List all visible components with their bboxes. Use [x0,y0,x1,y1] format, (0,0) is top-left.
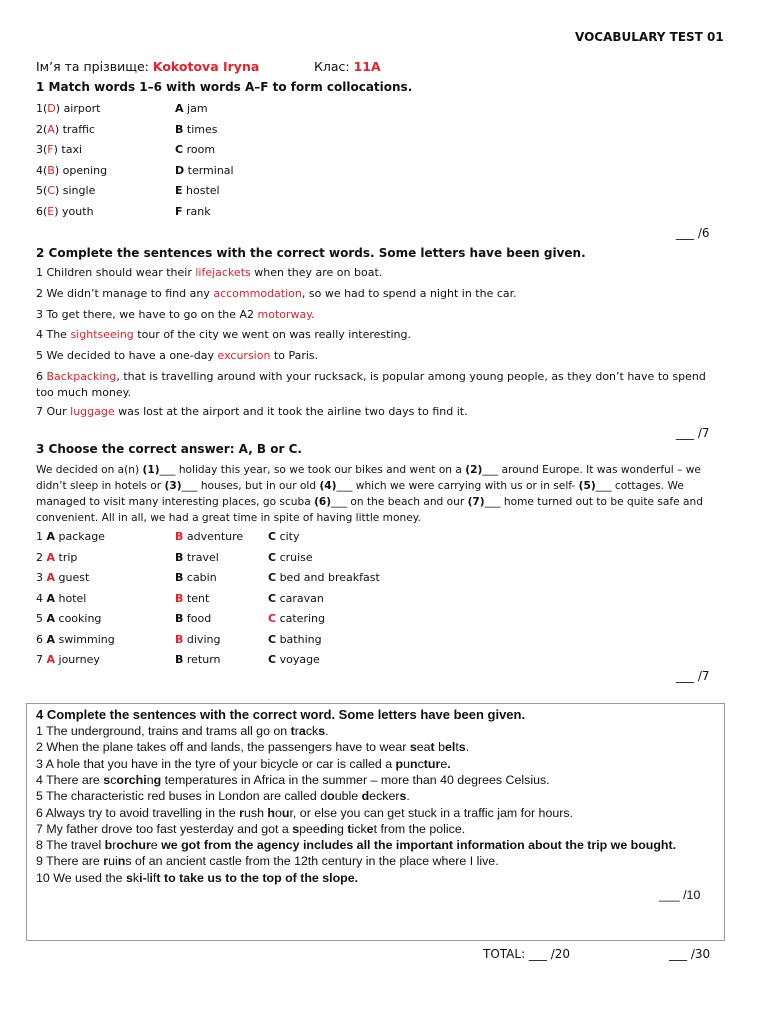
section2-score: ___ /7 [676,426,710,440]
section4-sentence: 1 The underground, trains and trams all go on tracks. [36,724,329,738]
name-label: Ім’я та прізвище: [36,59,149,74]
option-a: 7 A journey [36,653,100,666]
section2-sentence-6: 6 Backpacking, that is travelling around with your rucksack, is popular among young people, as they don’t have to spend too much money. [36,370,706,399]
answer: D [47,102,56,115]
option-b: B travel [175,550,219,564]
section1-match: F rank [175,204,211,218]
section1-match: C room [175,143,216,156]
answer: A [47,122,55,136]
answer: Backpacking [46,370,117,383]
section1-score: ___ /6 [676,226,710,240]
section1-match: A jam [175,102,208,115]
section1-item: 1(D) airport [36,102,101,115]
section1-item: 5(C) single [36,184,96,197]
class-label: Клас: [314,59,350,74]
answer: excursion [217,349,271,362]
section4-sentence: 10 We used the ski-lift to take us to the top of the slope. [36,870,359,885]
test-title: VOCABULARY TEST 01 [575,30,724,44]
section1-item: 2(A) traffic [36,122,95,136]
section2-sentence-2: 2 We didn’t manage to find any accommodation, so we had to spend a night in the car. [36,287,517,300]
section1-item: 6(E) youth [36,204,94,218]
section2-sentence-5: 5 We decided to have a one-day excursion to Paris. [36,349,319,362]
class-value: 11A [353,59,381,74]
section4-sentence: 2 When the plane takes off and lands, the passengers have to wear seat belts. [36,740,470,755]
option-a: 5 A cooking [36,612,102,625]
answer: F [47,143,54,156]
section3-title: 3 Choose the correct answer: A, B or C. [36,442,302,456]
answer: luggage [70,405,115,418]
section4-score: ___ /10 [659,888,701,902]
option-c: C catering [268,612,325,625]
option-a: 6 A swimming [36,632,115,646]
section4-title: 4 Complete the sentences with the correct word. Some letters have been given. [36,707,526,722]
option-b: B food [175,612,212,625]
section4-sentence: 3 A hole that you have in the tyre of your bicycle or car is called a puncture. [36,756,451,771]
option-c: C bathing [268,632,322,646]
name-row [36,59,259,74]
option-c: C cruise [268,550,313,564]
option-b: B adventure [175,530,244,543]
section2-sentence-3: 3 To get there, we have to go on the A2 motorway. [36,308,315,321]
section1-match: D terminal [175,163,234,177]
option-a: 2 A trip [36,550,78,564]
option-b: B cabin [175,571,217,584]
section3-paragraph: We decided on a(n) (1)___ holiday this year, so we took our bikes and went on a (2)___ around Europe. It was wonderful – we didn’t sleep in hotels or (3)___ houses, but in our old (4)___ which we were carrying with us or in self- (5)___ cottages. We managed to visit many interesting places, go scuba (6)___ on the beach and our (7)___ home turned out to be quite safe and convenient. All in all, we had a great time in spite of having little money. [36,464,703,524]
total-label: TOTAL: ___ /20 [483,947,571,961]
name-value: Kokotova Iryna [152,59,260,74]
option-a: 4 A hotel [36,591,87,605]
option-b: B tent [175,591,210,605]
answer: sightseeing [70,328,134,341]
option-b: B diving [175,632,221,646]
section1-match: E hostel [175,184,220,197]
answer: B [47,163,55,177]
option-c: C city [268,530,300,543]
section4-sentence: 6 Always try to avoid travelling in the rush hour, or else you can get stuck in a traffic jam for hours. [36,805,573,820]
answer: C [47,184,55,197]
section4-sentence: 4 There are scorching temperatures in Africa in the summer – more than 40 degrees Celsius. [36,772,550,787]
option-a: 3 A guest [36,571,90,584]
class-row [314,59,381,74]
section2-sentence-4: 4 The sightseeing tour of the city we went on was really interesting. [36,328,411,341]
section4-sentence: 9 There are ruins of an ancient castle from the 12th century in the place where I live. [36,854,499,869]
section2-sentence-1: 1 Children should wear their lifejackets when they are on boat. [36,266,383,279]
section4-sentence: 5 The characteristic red buses in London are called double deckers. [36,789,410,804]
section1-title: 1 Match words 1–6 with words A–F to form collocations. [36,80,413,94]
answer: E [47,204,55,218]
answer: accommodation [213,287,302,300]
option-a: 1 A package [36,530,105,543]
section3-score: ___ /7 [676,669,710,683]
option-b: B return [175,653,221,666]
section4-sentence: 8 The travel brochure we got from the agency includes all the important information about the trip we bought. [36,838,677,853]
section2-title: 2 Complete the sentences with the correct words. Some letters have been given. [36,246,586,260]
section1-match: B times [175,122,218,136]
section1-item: 4(B) opening [36,163,108,177]
answer: motorway [257,308,312,321]
answer: lifejackets [195,266,251,279]
section1-item: 3(F) taxi [36,143,83,156]
option-c: C bed and breakfast [268,571,380,584]
option-c: C caravan [268,591,324,605]
section4-sentence: 7 My father drove too fast yesterday and got a speeding ticket from the police. [36,821,466,836]
section2-sentence-7: 7 Our luggage was lost at the airport and it took the airline two days to find it. [36,405,468,418]
total-score: ___ /30 [669,947,711,961]
option-c: C voyage [268,653,320,666]
